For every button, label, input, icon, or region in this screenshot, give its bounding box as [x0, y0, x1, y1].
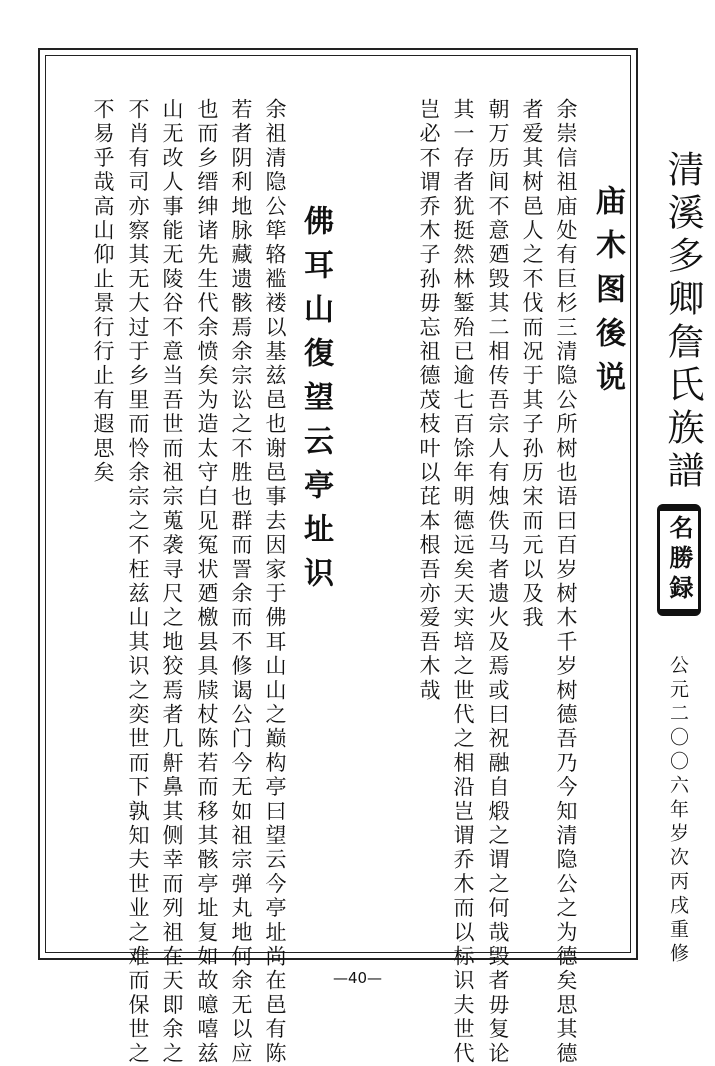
- article1-column: 岂必不谓乔木子孙毋忘祖德茂枝叶以芘本根吾亦爱吾木哉: [417, 98, 441, 703]
- book-title: 清溪多卿詹氏族譜: [661, 150, 704, 494]
- article1-column: 者爱其树邑人之不伐而况于其子孙历宋而元以及我: [520, 98, 544, 631]
- article2-column: 余祖清隐公筚辂褴褛以基兹邑也谢邑事去因家于佛耳山山之巅构亭曰望云今亭址尚在邑有陈: [263, 98, 287, 1066]
- article2-column: 也而乡缙绅诸先生代余愤矣为造太守白见冤状廼檄县具牍杖陈若而移其骸亭址复如故噫嘻兹: [195, 98, 219, 1066]
- article1-column: 朝万历间不意廼毁其二相传吾宗人有烛佚马者遗火及焉或曰祝融自煅之谓之何哉毁者毋复论: [486, 98, 510, 1066]
- article2-column: 不肖有司亦察其无大过于乡里而怜余宗之不枉兹山其识之奕世而下孰知夫世业之难而保世之: [126, 98, 150, 1066]
- article2-column: 若者阴利地脉藏遗骸焉余宗讼之不胜也群而詈余而不修谒公门今无如祖宗弹丸地何余无以应: [229, 98, 253, 1066]
- section-badge: 名勝録: [657, 504, 701, 616]
- article1-column: 其一存者犹挺然林錾殆已逾七百馀年明德远矣天实培之世代之相沿岂谓乔木而以标识夫世代: [451, 98, 475, 1066]
- article2-heading: 佛耳山復望云亭址识: [298, 205, 333, 601]
- article1-column: 余崇信祖庙处有巨杉三清隐公所树也语曰百岁树木千岁树德吾乃今知清隐公之为德矣思其德: [554, 98, 578, 1066]
- page-number: —40—: [332, 969, 383, 987]
- article2-column: 不易乎哉高山仰止景行行止有遐思矣: [91, 98, 115, 486]
- edition-note: 公元二〇〇六年岁次丙戌重修: [667, 655, 689, 967]
- article1-heading: 庙木图後说: [590, 185, 625, 405]
- article2-column: 山无改人事能无陵谷不意当吾世而祖宗蒐袭寻尺之地狡焉者几鼾鼻其侧幸而列祖在天即余之: [160, 98, 184, 1066]
